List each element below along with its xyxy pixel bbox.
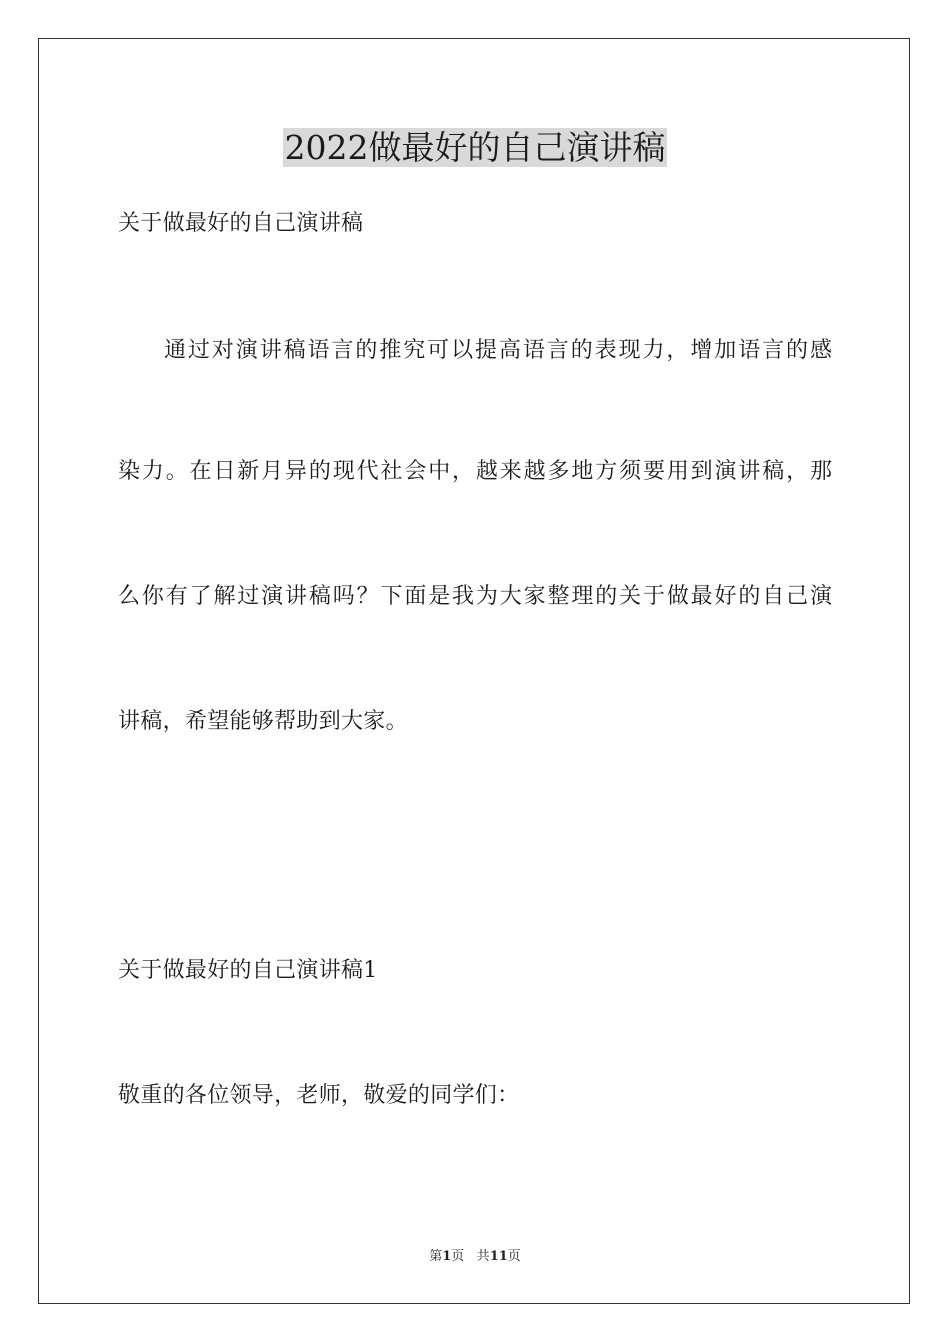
document-title-text: 2022做最好的自己演讲稿 xyxy=(284,128,666,167)
document-title xyxy=(0,126,950,170)
intro-paragraph-line-4: 讲稿，希望能够帮助到大家。 xyxy=(118,709,408,734)
footer-page-number: 1 xyxy=(442,1249,452,1264)
footer-total-prefix: 共 xyxy=(476,1249,490,1264)
intro-paragraph-line-1: 通过对演讲稿语言的推究可以提高语言的表现力，增加语言的感 xyxy=(164,338,832,363)
salutation: 敬重的各位领导，老师，敬爱的同学们： xyxy=(118,1083,520,1108)
footer-page-suffix: 页 xyxy=(451,1249,465,1264)
footer-total-suffix: 页 xyxy=(507,1249,521,1264)
intro-paragraph-line-2: 染力。在日新月异的现代社会中，越来越多地方须要用到演讲稿，那 xyxy=(118,459,832,484)
page-footer xyxy=(0,1248,950,1266)
section-heading: 关于做最好的自己演讲稿1 xyxy=(118,958,378,983)
footer-page-prefix: 第 xyxy=(429,1249,443,1264)
intro-paragraph-line-3: 么你有了解过演讲稿吗？下面是我为大家整理的关于做最好的自己演 xyxy=(118,584,832,609)
document-subtitle: 关于做最好的自己演讲稿 xyxy=(118,211,364,236)
footer-total-pages: 11 xyxy=(489,1249,508,1264)
